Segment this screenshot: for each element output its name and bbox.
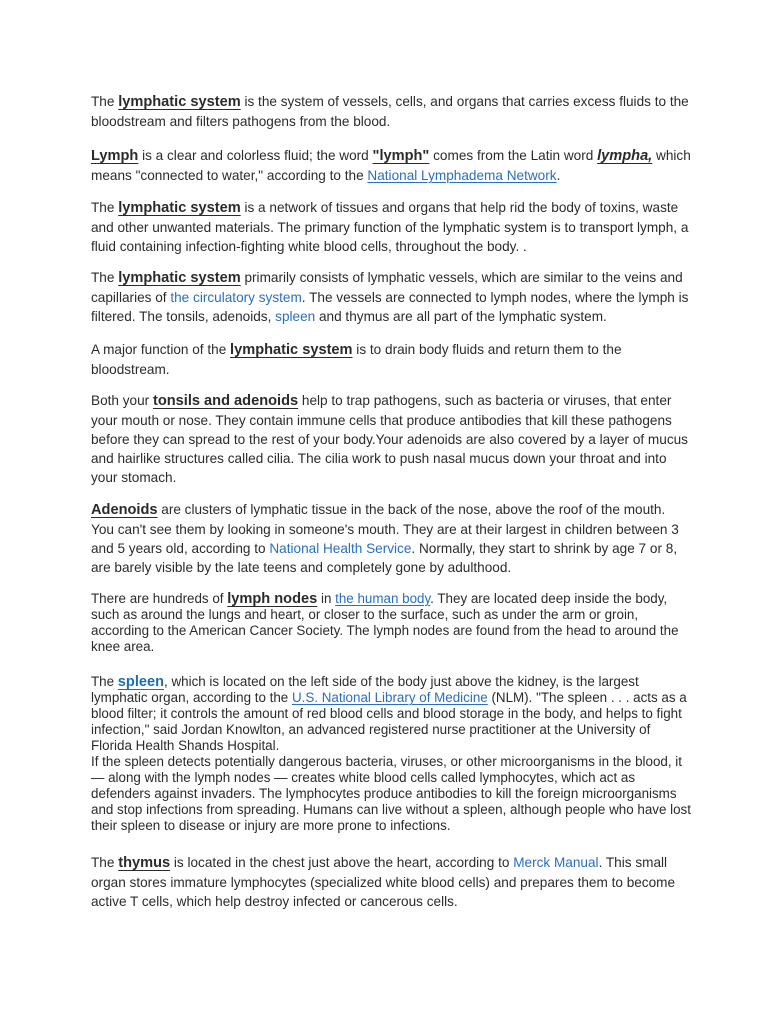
paragraph-spleen: The spleen, which is located on the left side of the body just above the kidney, is the largest lymphatic organ, according to the U.S. National Library of Medicine (NLM). "The spleen . . . acts as a blood filter; it controls the amount of red blood cells and blood storage in the body, and helps to fight infection," said Jordan Knowlton, an advanced registered nurse practitioner at the University of Florida Health Shands Hospital. If the spleen detects potentially dangerous bacteria, viruses, or other microorganisms in the blood, it — along with the lymph nodes — creates white blood cells called lymphocytes, which act as defenders against invaders. The lymphocytes produce antibodies to kill the foreign microorganisms and stop infections from spreading. Humans can live without a spleen, although people who have lost their spleen to disease or injury are more prone to infections. (91, 674, 691, 833)
keyword-lymphatic-system: lymphatic system (118, 270, 241, 286)
link-human-body[interactable]: the human body (335, 591, 431, 606)
link-spleen[interactable]: spleen (275, 309, 316, 324)
paragraph-lymph-nodes: There are hundreds of lymph nodes in the human body. They are located deep inside the body, such as around the lungs and heart, or closer to the surface, such as under the arm or groin, according to the American Cancer Society. The lymph nodes are found from the head to around the knee area. (91, 591, 679, 654)
paragraph-lymphatic-vessels: The lymphatic system primarily consists of lymphatic vessels, which are similar to the veins and capillaries of the circulatory system. The vessels are connected to lymph nodes, where the lymph is filtered. The tonsils, adenoids, spleen and thymus are all part of the lymphatic system. (91, 270, 689, 324)
paragraph-adenoids: Adenoids are clusters of lymphatic tissue in the back of the nose, above the roof of the mouth. You can't see them by looking in someone's mouth. They are at their largest in children between 3 and 5 years old, according to National Health Service. Normally, they start to shrink by age 7 or 8, are barely visible by the late teens and completely gone by adulthood. (91, 502, 679, 575)
link-merck-manual[interactable]: Merck Manual (513, 855, 599, 870)
link-national-health-service[interactable]: National Health Service (269, 541, 412, 556)
keyword-tonsils-and-adenoids: tonsils and adenoids (152, 393, 299, 409)
link-spleen-keyword[interactable]: spleen (117, 674, 165, 690)
link-national-lymphadema-network[interactable]: National Lymphadema Network (367, 168, 557, 183)
paragraph-lymph: Lymph is a clear and colorless fluid; the word "lymph" comes from the Latin word lympha, which means "connected to water," according to the National Lymphadema Network. (91, 148, 691, 183)
paragraph-lymphatic-network: The lymphatic system is a network of tissues and organs that help rid the body of toxins, waste and other unwanted materials. The primary function of the lymphatic system is to transport lymph, a fluid containing infection-fighting white blood cells, throughout the body. . (91, 200, 689, 254)
paragraph-lymphatic-system-intro: The lymphatic system is the system of vessels, cells, and organs that carries excess fluids to the bloodstream and filters pathogens from the blood. (91, 94, 689, 129)
keyword-adenoids: Adenoids (91, 502, 158, 518)
paragraph-thymus: The thymus is located in the chest just above the heart, according to Merck Manual. This small organ stores immature lymphocytes (specialized white blood cells) and prepares them to become active T cells, which help destroy infected or cancerous cells. (91, 855, 676, 909)
keyword-lymph-nodes: lymph nodes (227, 591, 318, 607)
link-circulatory-system[interactable]: the circulatory system (170, 290, 302, 305)
link-us-national-library-of-medicine[interactable]: U.S. National Library of Medicine (291, 690, 488, 705)
keyword-lymph: Lymph (91, 148, 139, 164)
keyword-lymph-quoted: "lymph" (372, 148, 430, 164)
keyword-lymphatic-system: lymphatic system (230, 342, 353, 358)
keyword-thymus: thymus (118, 855, 171, 871)
keyword-lymphatic-system: lymphatic system (118, 200, 241, 216)
keyword-lymphatic-system: lymphatic system (118, 94, 241, 110)
keyword-lympha: lympha, (597, 148, 653, 164)
paragraph-tonsils-adenoids: Both your tonsils and adenoids help to trap pathogens, such as bacteria or viruses, that enter your mouth or nose. They contain immune cells that produce antibodies that kill these pathogens before they can spread to the rest of your body.Your adenoids are also covered by a layer of mucus and hairlike structures called cilia. The cilia work to push nasal mucus down your throat and into your stomach. (91, 393, 688, 485)
paragraph-drain-fluids: A major function of the lymphatic system is to drain body fluids and return them to the bloodstream. (91, 342, 622, 377)
